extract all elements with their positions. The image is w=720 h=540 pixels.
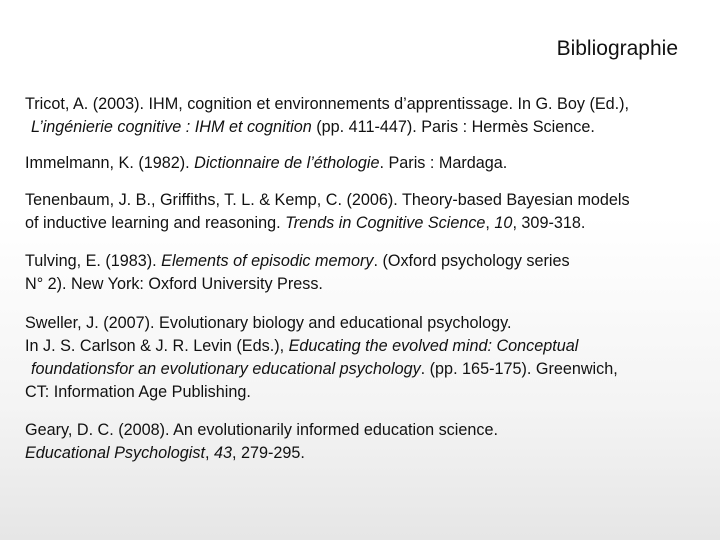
book-title: Dictionnaire de l’éthologie bbox=[194, 154, 380, 172]
reference-line bbox=[25, 212, 710, 235]
volume-number: 10 bbox=[494, 214, 513, 232]
reference-line bbox=[25, 116, 710, 139]
reference-text: (pp. 411-447). Paris : Hermès Science. bbox=[311, 118, 595, 136]
reference-line bbox=[25, 335, 710, 358]
reference-tenenbaum bbox=[25, 189, 710, 235]
reference-text: , bbox=[204, 444, 214, 462]
reference-text: , 279-295. bbox=[231, 444, 305, 462]
reference-text: , 309-318. bbox=[512, 214, 586, 232]
reference-line: Tenenbaum, J. B., Griffiths, T. L. & Kemp, C. (2006). Theory-based Bayesian models bbox=[25, 191, 630, 209]
reference-line: Geary, D. C. (2008). An evolutionarily informed education science. bbox=[25, 421, 498, 439]
reference-text: Immelmann, K. (1982). bbox=[25, 154, 195, 172]
reference-text: Tulving, E. (1983). bbox=[25, 252, 162, 270]
reference-line bbox=[25, 358, 710, 381]
reference-line: Tricot, A. (2003). IHM, cognition et environnements d’apprentissage. In G. Boy (Ed.), bbox=[25, 95, 630, 113]
reference-line bbox=[25, 152, 710, 175]
book-title: Educating the evolved mind: Conceptual bbox=[288, 337, 579, 355]
book-title: L’ingénierie cognitive : IHM et cognition bbox=[31, 118, 312, 136]
reference-line: CT: Information Age Publishing. bbox=[25, 383, 251, 401]
reference-line: Sweller, J. (2007). Evolutionary biology and educational psychology. bbox=[25, 314, 512, 332]
reference-line bbox=[25, 250, 710, 273]
reference-tricot bbox=[25, 93, 710, 139]
reference-text: of inductive learning and reasoning. bbox=[25, 214, 286, 232]
reference-text: . (Oxford psychology series bbox=[373, 252, 570, 270]
reference-line bbox=[25, 442, 710, 465]
reference-text: . (pp. 165-175). Greenwich, bbox=[420, 360, 618, 378]
reference-text: In J. S. Carlson & J. R. Levin (Eds.), bbox=[25, 337, 289, 355]
reference-sweller bbox=[25, 312, 710, 404]
reference-tulving bbox=[25, 250, 710, 296]
reference-text: . Paris : Mardaga. bbox=[379, 154, 508, 172]
journal-title: Trends in Cognitive Science bbox=[285, 214, 486, 232]
book-title: foundationsfor an evolutionary educational psychology bbox=[31, 360, 421, 378]
reference-text: , bbox=[485, 214, 495, 232]
reference-line: N° 2). New York: Oxford University Press. bbox=[25, 275, 323, 293]
book-title: Elements of episodic memory bbox=[161, 252, 374, 270]
reference-immelmann bbox=[25, 152, 710, 175]
reference-list bbox=[25, 93, 710, 481]
volume-number: 43 bbox=[213, 444, 232, 462]
page-title: Bibliographie bbox=[556, 37, 678, 60]
reference-geary bbox=[25, 419, 710, 465]
journal-title: Educational Psychologist bbox=[25, 444, 205, 462]
